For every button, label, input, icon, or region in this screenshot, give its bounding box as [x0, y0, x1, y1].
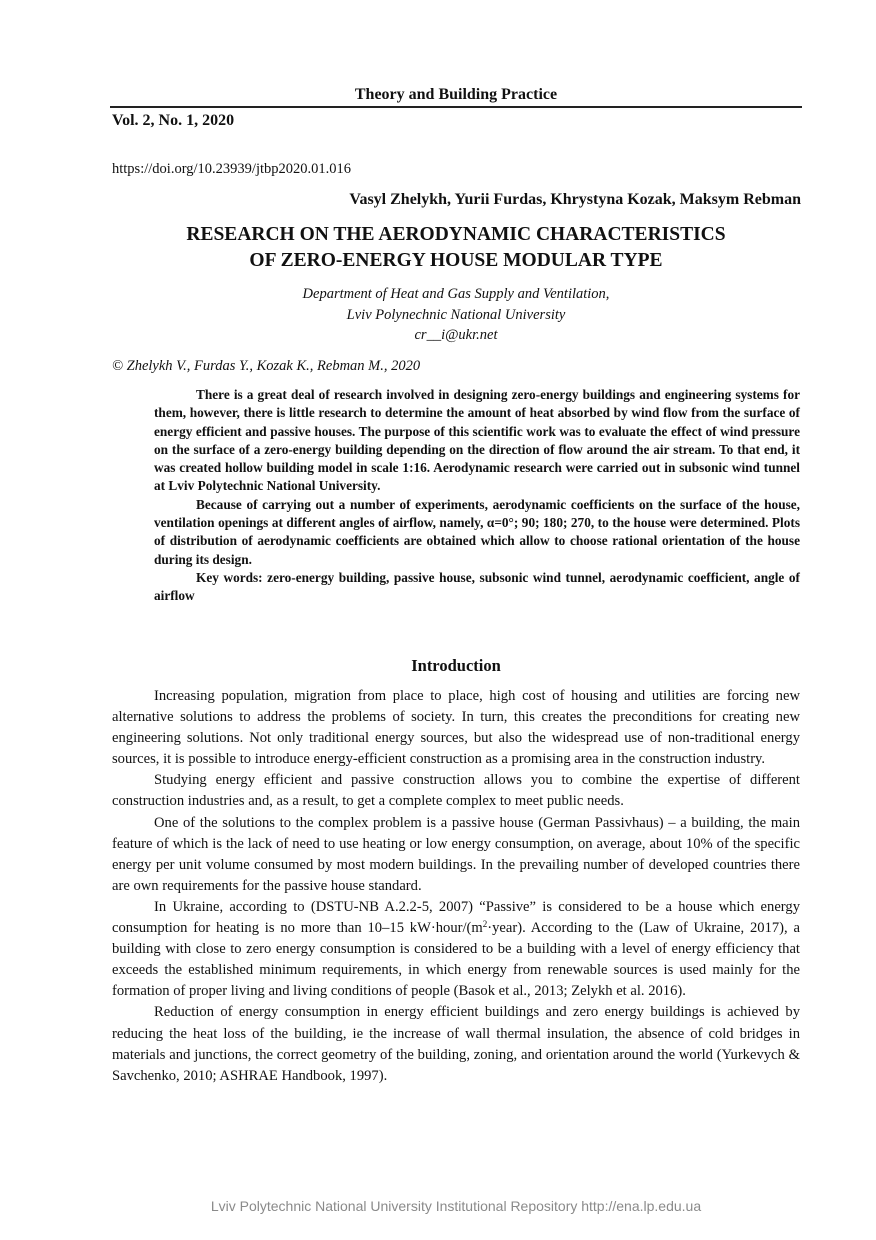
affiliation [110, 284, 802, 346]
abstract-paragraph: Because of carrying out a number of experiments, aerodynamic coefficients on the surface of the house, ventilation openings at different angles of airflow, namely, α=0°; 90; 180; 270, to the house were determined. Plots of distribution of aerodynamic coefficients are obtained which allow to choose rational orientation of the house during its design. [154, 496, 800, 567]
body-text-segment: ·year). According to the (Law of Ukraine, 2017), a building with close to zero energy consumption is considered to be a building with a level of energy efficiency that exceeds the established minimum requirements, in which energy from renewable sources is used mainly for the formation of proper living and living conditions of people (Basok et al., 2013; Zelykh et al. 2016). [112, 920, 800, 1000]
body-paragraph: Reduction of energy consumption in energy efficient buildings and zero energy buildings is achieved by reducing the heat loss of the building, ie the increase of wall thermal insulation, the absence of cold bridges in materials and junctions, the correct geometry of the building, zoning, and orientation around the world (Yurkevych & Savchenko, 2010; ASHRAE Handbook, 1997). [112, 1004, 800, 1084]
repository-footer: Lviv Polytechnic National University Institutional Repository http://ena.lp.edu.ua [210, 1198, 702, 1214]
abstract [154, 386, 800, 606]
affiliation-university: Lviv Polynechnic National University [346, 306, 566, 323]
article-title [110, 222, 802, 274]
keywords: Key words: zero-energy building, passive house, subsonic wind tunnel, aerodynamic coefficient, angle of airflow [154, 569, 800, 604]
article-title-line-2: OF ZERO-ENERGY HOUSE MODULAR TYPE [249, 250, 663, 271]
header-rule [110, 106, 802, 108]
doi-link[interactable]: https://doi.org/10.23939/jtbp2020.01.016 [112, 161, 351, 177]
copyright-notice: © Zhelykh V., Furdas Y., Kozak K., Rebman M., 2020 [112, 358, 421, 374]
body-paragraph: One of the solutions to the complex problem is a passive house (German Passivhaus) – a building, the main feature of which is the lack of need to use heating or low energy consumption, on average, about 10% of the specific energy per unit volume consumed by most modern buildings. In the prevailing number of developed countries there are own requirements for the passive house standard. [112, 814, 800, 894]
section-heading-introduction: Introduction [411, 656, 501, 675]
volume-issue: Vol. 2, No. 1, 2020 [112, 112, 235, 129]
introduction-body [112, 686, 800, 1087]
body-text-segment: In Ukraine, according to (DSTU-NB A.2.2-5, 2007) “Passive” is considered to be a house which energy consumption for heating is no more than 10–15 kW·hour/(m [112, 898, 800, 937]
superscript: 2 [482, 919, 488, 930]
contact-email[interactable]: cr__i@ukr.net [414, 327, 498, 343]
journal-title: Theory and Building Practice [354, 86, 558, 103]
article-title-line-1: RESEARCH ON THE AERODYNAMIC CHARACTERISTICS [186, 224, 726, 245]
abstract-paragraph: There is a great deal of research involved in designing zero-energy buildings and engineering systems for them, however, there is little research to determine the amount of heat absorbed by wind flow from the surface of energy efficient and passive houses. The purpose of this scientific work was to evaluate the effect of wind pressure on the surface of a zero-energy building depending on the direction of flow around the air stream. To that end, it was created hollow building model in scale 1:16. Aerodynamic research were carried out in subsonic wind tunnel at Lviv Polytechnic National University. [154, 387, 800, 494]
body-paragraph [112, 897, 800, 1002]
author-list: Vasyl Zhelykh, Yurii Furdas, Khrystyna Kozak, Maksym Rebman [349, 191, 801, 208]
body-paragraph: Studying energy efficient and passive construction allows you to combine the expertise of different construction industries and, as a result, to get a complete complex to meet public needs. [112, 772, 800, 810]
affiliation-department: Department of Heat and Gas Supply and Ventilation, [302, 286, 610, 302]
body-paragraph: Increasing population, migration from place to place, high cost of housing and utilities are forcing new alternative solutions to address the problems of society. In turn, this creates the preconditions for creating new engineering solutions. Not only traditional energy sources, but also the widespread use of non-traditional energy sources, it is possible to introduce energy-efficient construction as a promising area in the construction industry. [112, 688, 800, 768]
